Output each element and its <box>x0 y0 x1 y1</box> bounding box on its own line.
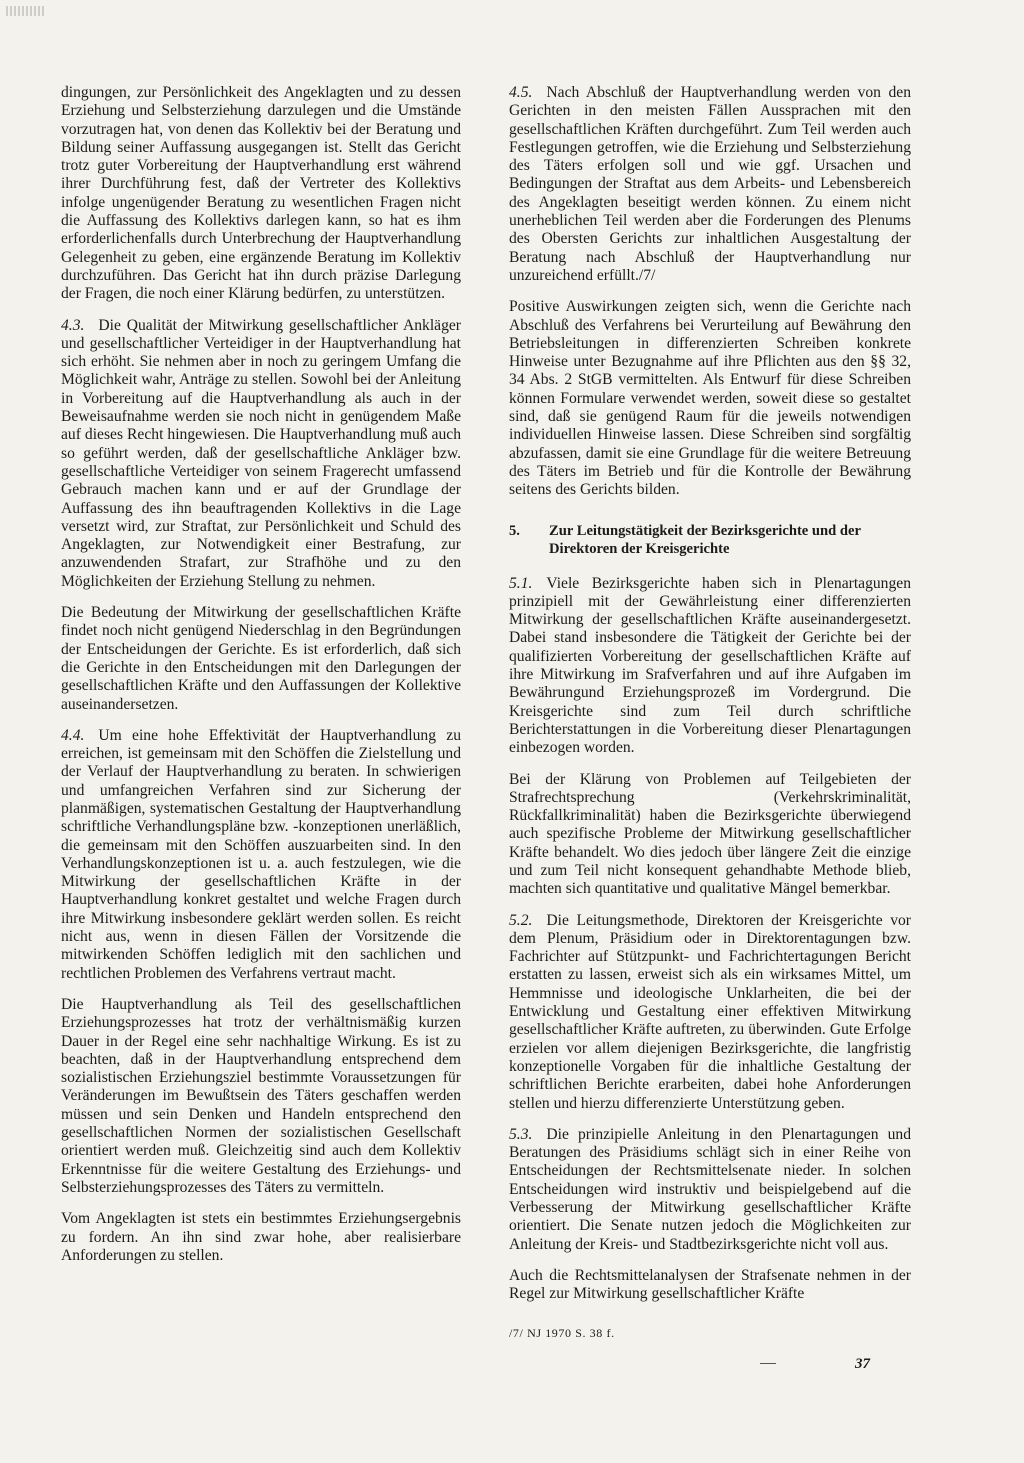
section-number: 5.1. <box>509 574 533 592</box>
paragraph: Positive Auswirkungen zeigten sich, wenn die Gerichte nach Abschluß des Verfahrens bei Verurteilung auf Bewährung den Betriebsleitungen in differenzierten Schreiben konkrete Hinweise unter Bezugnahme auf ihre Pflichten aus den §§ 32, 34 Abs. 2 StGB vermittelten. Als Entwurf für diese Schreiben können Formulare verwendet werden, soweit diese so gestaltet sind, daß sie genügend Raum für die jeweils notwendigen individuellen Hinweise lassen. Diese Schreiben sind sorgfältig abzufassen, damit sie eine Grundlage für die weitere Betreuung des Täters im Betrieb und für die Kontrolle der Bewährung seitens des Gerichts bilden. <box>509 298 911 499</box>
section-5-3 <box>509 1126 911 1254</box>
section-text: Viele Bezirksgerichte haben sich in Plenartagungen prinzipiell mit der Gewährleistung einer differenzierten Mitwirkung der gesellschaftlichen Kräfte auseinandergesetzt. Dabei stand insbesondere die Tätigkeit der Gerichte bei der qualifizierten Vorbereitung der gesellschaftlichen Kräfte auf ihre Mitwirkung im Srafverfahren und auf ihre Aufgaben im Bewährungund Erziehungsprozeß im Vordergrund. Die Kreisgerichte sind zum Teil durch schriftliche Berichterstattungen in die Vorbereitung dieser Plenartagungen einbezogen worden. <box>509 574 911 757</box>
section-5-2 <box>509 912 911 1113</box>
paragraph: Die Hauptverhandlung als Teil des gesellschaftlichen Erziehungsprozesses hat trotz der verhältnismäßig kurzen Dauer in der Regel eine sehr nachhaltige Wirkung. Es ist zu beachten, daß in der Hauptverhandlung entsprechend dem sozialistischen Erziehungsziel bestimmte Voraussetzungen für Veränderungen im Bewußtsein des Täters geschaffen werden müssen und sein Denken und Handeln entsprechend den gesellschaftlichen Normen der sozialistischen Gesellschaft orientiert werden muß. Gleichzeitig sind auch dem Kollektiv Erkenntnisse für die weitere Gestaltung des Erziehungs- und Selbsterziehungsprozesses des Täters zu vermitteln. <box>61 995 461 1196</box>
section-text: Die Leitungsmethode, Direktoren der Kreisgerichte vor dem Plenum, Präsidium oder in Direktorentagungen bzw. Fachrichter auf Stützpunkt- und Fachrichtertagungen Bericht erstatten zu lassen, erweist sich als ein wirksames Mittel, um Hemmnisse und ideologische Unklarheiten, die bei der Entwicklung und Gestaltung einer effektiven Mitwirkung gesellschaftlicher Kräfte auftreten, zu überwinden. Gute Erfolge erzielen vor allem diejenigen Bezirksgerichte, die langfristig konzeptionelle Vorgaben für die inhaltliche Gestaltung der schriftlichen Berichte erarbeiten, dabei hohe Anforderungen stellen und hierzu differenzierte Unterstützung geben. <box>509 911 911 1112</box>
page-number: 37 <box>855 1356 870 1372</box>
heading-text: Zur Leitungstätigkeit der Bezirksgerichte und der Direktoren der Kreisgerichte <box>549 522 861 558</box>
section-4-5 <box>509 84 911 285</box>
section-number: 4.3. <box>61 316 85 334</box>
section-heading-5 <box>509 522 911 559</box>
paragraph: Auch die Rechtsmittelanalysen der Strafsenate nehmen in der Regel zur Mitwirkung gesellschaftlicher Kräfte <box>509 1266 911 1303</box>
section-text: Um eine hohe Effektivität der Hauptverhandlung zu erreichen, ist gemeinsam mit den Schöffen die Zielstellung und der Verlauf der Hauptverhandlung zu beraten. In schwierigen und umfangreichen Verfahren sind zur Sicherung der planmäßigen, systematischen Gestaltung der Hauptverhandlung schriftliche Verhandlungspläne bzw. -konzeptionen unerläßlich, die gemeinsam mit den Schöffen auszuarbeiten sind. In den Verhandlungskonzeptionen ist u. a. auch festzulegen, wie die Mitwirkung der gesellschaftlichen Kräfte in der Hauptverhandlung konkret gestaltet und welche Fragen durch ihre Mitwirkung insbesondere geklärt werden sollen. Es reicht nicht aus, wenn in diesen Fällen der Vorsitzende die mitwirkenden Schöffen lediglich mit den sachlichen und rechtlichen Problemen des Verfahrens vertraut macht. <box>61 726 461 982</box>
scan-artifact <box>6 6 46 16</box>
paragraph: dingungen, zur Persönlichkeit des Angeklagten und zu dessen Erziehung und Selbsterziehung darzulegen und die Umstände vorzutragen hat, von denen das Kollektiv bei der Beratung und Bildung seiner Auffassung ausgegangen ist. Stellt das Gericht trotz guter Vorbereitung der Hauptverhandlung erst während ihrer Durchführung fest, daß der Vertreter des Kollektivs infolge ungenügender Beratung zu wesentlichen Fragen nicht die Auffassung des Kollektivs darlegen kann, so hat es ihm erforderlichenfalls durch Unterbrechung der Hauptverhandlung Gelegenheit zu geben, eine ergänzende Beratung im Kollektiv durchzuführen. Das Gericht hat ihn durch präzise Darlegung der Fragen, die noch einer Klärung bedürfen, zu unterstützen. <box>61 84 461 303</box>
section-text: Nach Abschluß der Hauptverhandlung werden von den Gerichten in den meisten Fällen Aussprachen mit den gesellschaftlichen Kräften durchgeführt. Zum Teil werden auch Festlegungen getroffen, wie die Erziehung und Selbsterziehung des Täters erfolgen soll und wie ggf. Ursachen und Bedingungen der Straftat aus dem Arbeits- und Lebensbereich des Angeklagten beseitigt werden können. Zu einem nicht unerheblichen Teil werden aber die Forderungen des Plenums des Obersten Gerichts zur inhaltlichen Ausgestaltung der Beratung nach Abschluß der Hauptverhandlung nur unzureichend erfüllt./7/ <box>509 84 911 284</box>
section-number: 5.2. <box>509 911 533 929</box>
heading-number: 5. <box>509 522 520 539</box>
footnote: /7/ NJ 1970 S. 38 f. <box>509 1325 615 1340</box>
left-column <box>61 84 461 1278</box>
section-number: 4.5. <box>509 84 533 101</box>
paragraph: Vom Angeklagten ist stets ein bestimmtes Erziehungsergebnis zu fordern. An ihn sind zwar hohe, aber realisierbare Anforderungen zu stellen. <box>61 1210 461 1264</box>
footer-dash <box>760 1363 776 1364</box>
section-5-1 <box>509 575 911 758</box>
section-number: 5.3. <box>509 1125 533 1143</box>
section-text: Die prinzipielle Anleitung in den Plenartagungen und Beratungen des Präsidiums schlägt sich in einer Reihe von Entscheidungen der Rechtsmittelsenate nieder. In solchen Entscheidungen wird instruktiv und beispielgebend auf die Verbesserung der Mitwirkung gesellschaftlicher Kräfte orientiert. Die Senate nutzen jedoch die Möglichkeiten zur Anleitung der Kreis- und Stadtbezirksgerichte nicht voll aus. <box>509 1125 911 1253</box>
paragraph: Bei der Klärung von Problemen auf Teilgebieten der Strafrechtsprechung (Verkehrskriminalität, Rückfallkriminalität) haben die Bezirksgerichte überwiegend auch spezifische Probleme der Mitwirkung gesellschaftlicher Kräfte behandelt. Wo dies jedoch über längere Zeit die einzige und zum Teil nicht konsequent gehandhabte Methode blieb, machten sich quantitative und qualitative Mängel bemerkbar. <box>509 770 911 898</box>
section-4-4 <box>61 727 461 983</box>
section-4-3 <box>61 317 461 591</box>
right-column <box>509 84 911 1340</box>
section-number: 4.4. <box>61 726 85 744</box>
section-text: Die Qualität der Mitwirkung gesellschaftlicher Ankläger und gesellschaftlicher Verteidiger in der Hauptverhandlung hat sich erhöht. Sie nehmen aber in noch zu geringem Umfang die Möglichkeit wahr, Anträge zu stellen. Sowohl bei der Anleitung in Vorbereitung auf die Hauptverhandlung als auch in der Beweisaufnahme werden sie noch nicht in genügendem Maße auf dieses Recht hingewiesen. Die Hauptverhandlung muß auch so geführt werden, daß der gesellschaftliche Ankläger bzw. gesellschaftliche Verteidiger von seinem Fragerecht umfassend Gebrauch machen kann und er auf der Grundlage der Auffassung des ihn beauftragenden Kollektivs in die Lage versetzt wird, zur Straftat, zur Persönlichkeit und Schuld des Angeklagten, zur Notwendigkeit einer Bestrafung, zur anzuwendenden Strafart, zur Strafhöhe und zu den Möglichkeiten der Erziehung Stellung zu nehmen. <box>61 316 461 590</box>
paragraph: Die Bedeutung der Mitwirkung der gesellschaftlichen Kräfte findet noch nicht genügend Niederschlag in den Begründungen der Entscheidungen der Gerichte. Es ist erforderlich, daß sich die Gerichte in den Entscheidungen mit den Darlegungen der gesellschaftlichen Kräfte und den Auffassungen der Kollektive auseinandersetzen. <box>61 604 461 713</box>
